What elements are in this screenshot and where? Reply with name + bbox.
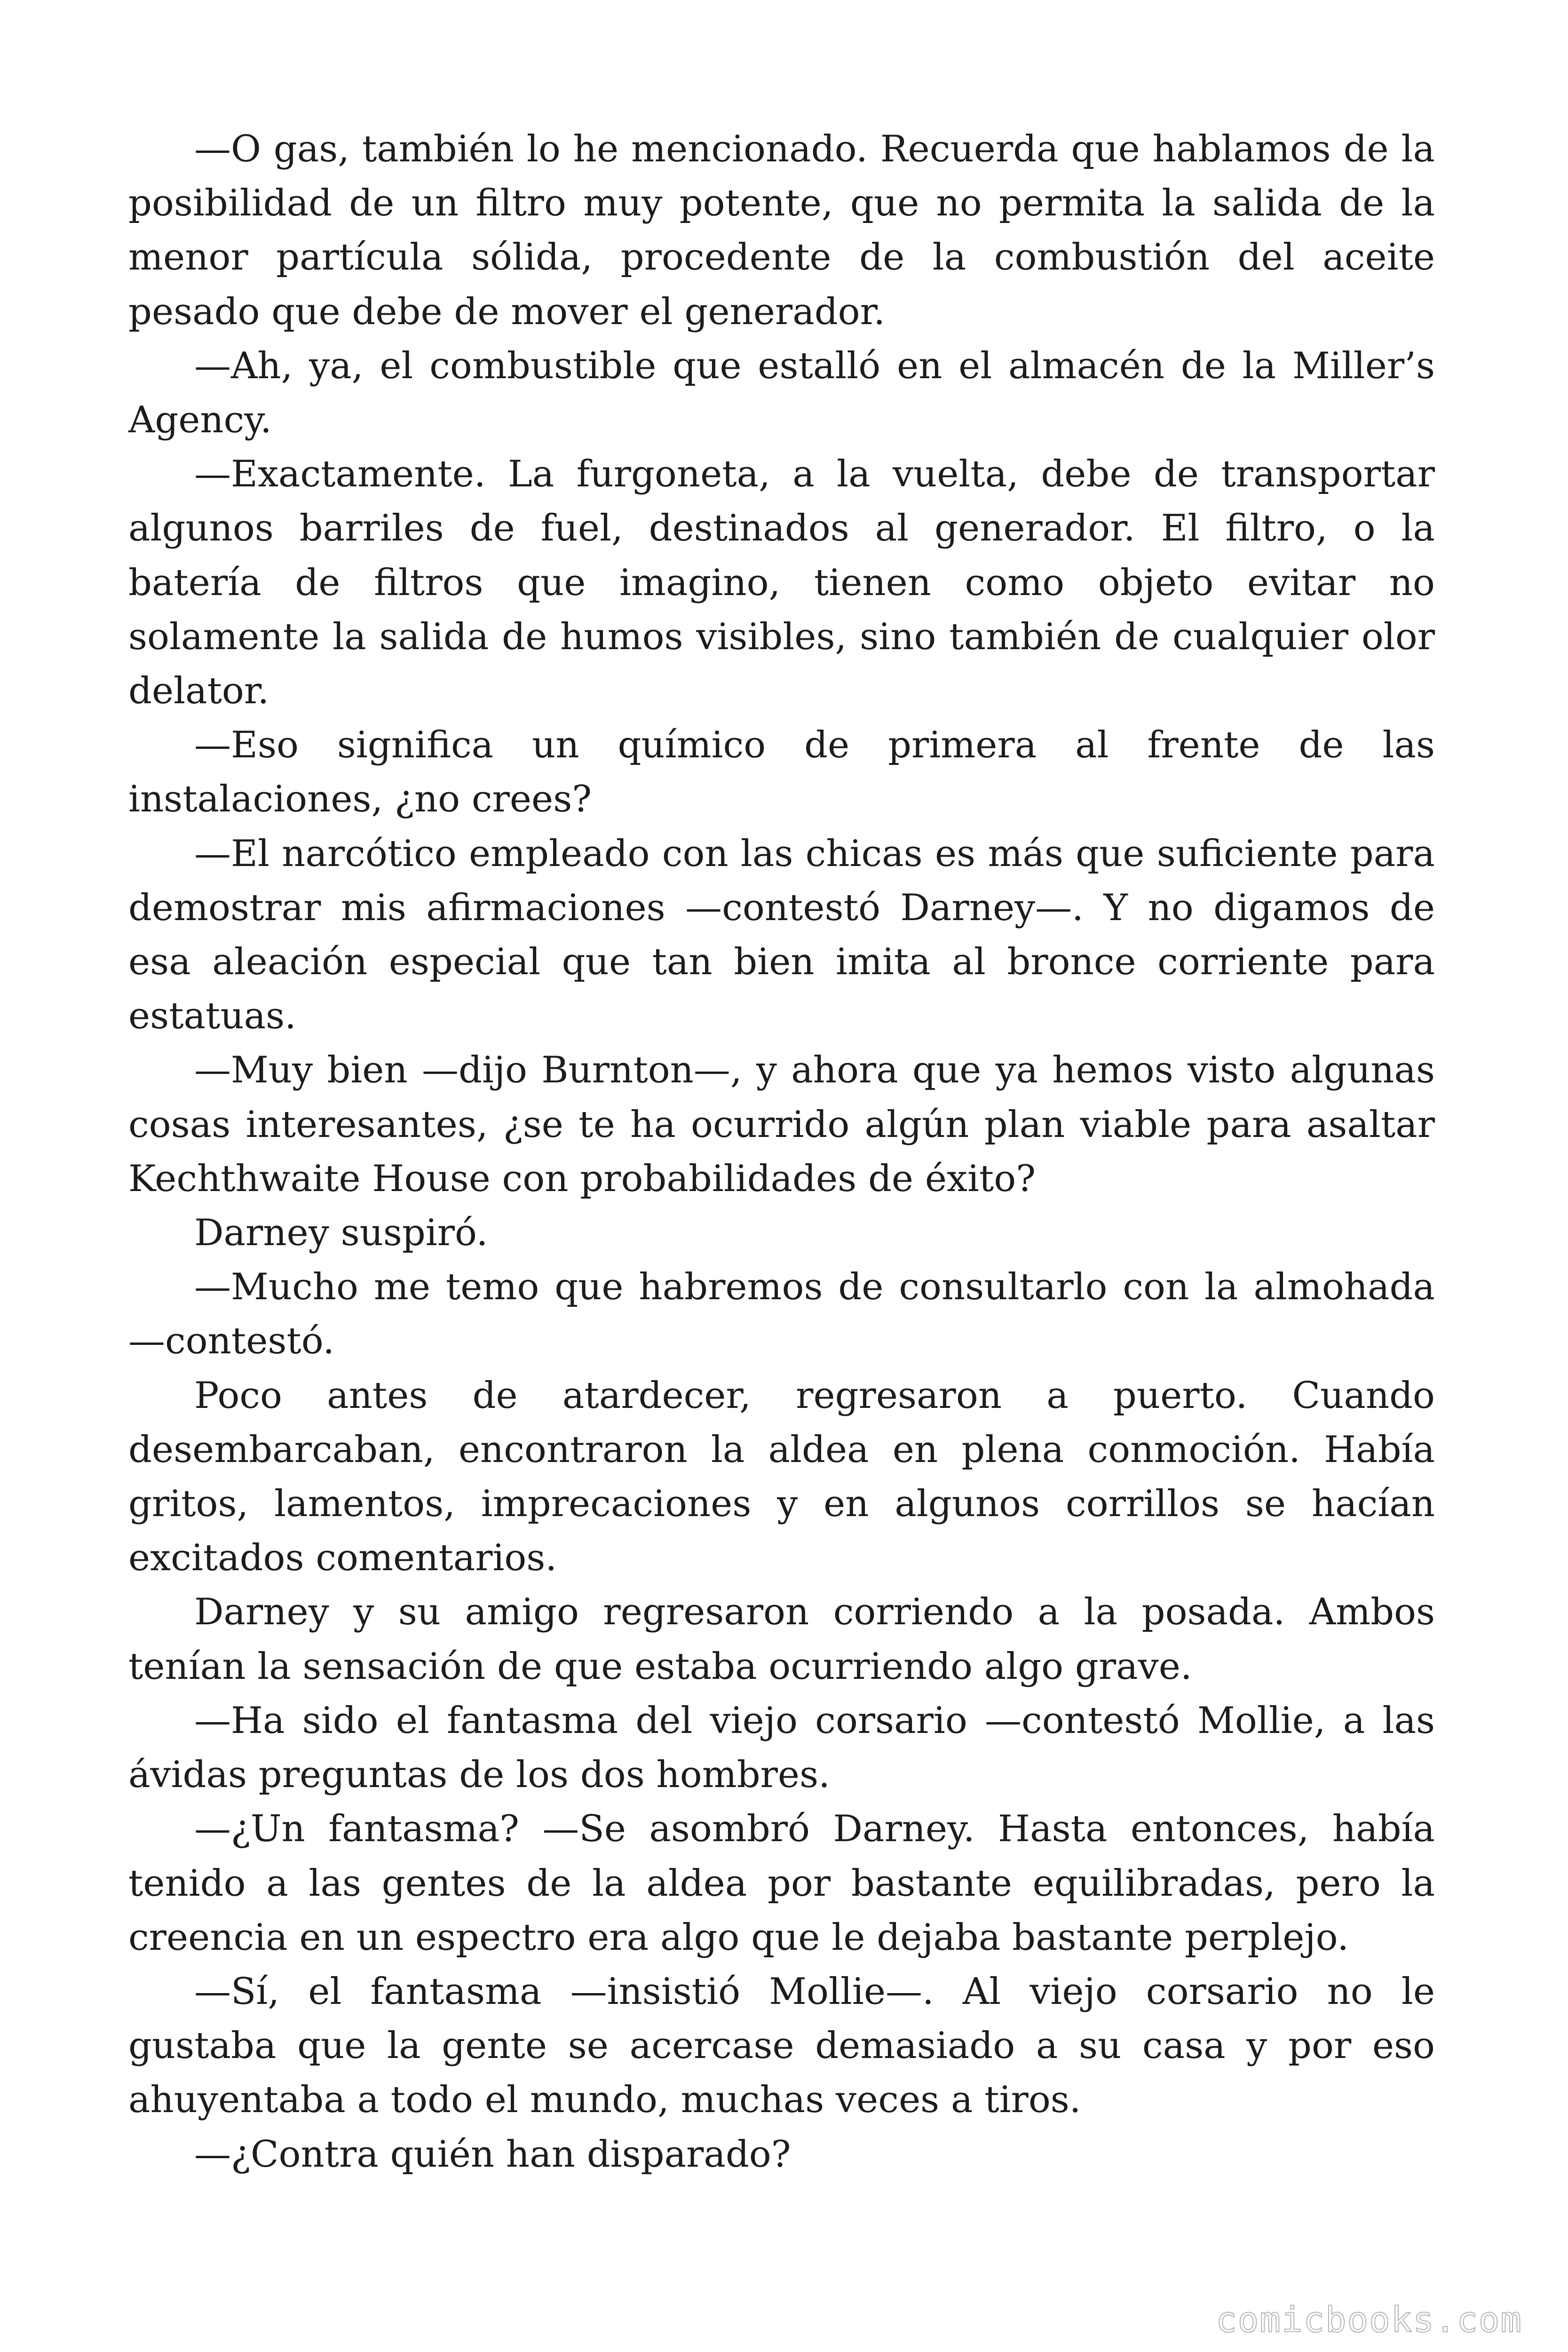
paragraph: —Eso significa un químico de primera al frente de las instalaciones, ¿no crees? bbox=[128, 724, 1435, 821]
paragraph: —O gas, también lo he mencionado. Recuerda que hablamos de la posibilidad de un filtro muy potente, que no permita la salida de la menor partícula sólida, procedente de la combustión del aceite pesado que debe de mover el generador. bbox=[128, 128, 1435, 333]
paragraph: —Ah, ya, el combustible que estalló en el almacén de la Miller’s Agency. bbox=[128, 344, 1435, 442]
paragraph: —Ha sido el fantasma del viejo corsario —contestó Mollie, a las ávidas preguntas de los dos hombres. bbox=[128, 1699, 1435, 1796]
paragraph: Darney suspiró. bbox=[194, 1212, 488, 1255]
body-text bbox=[128, 122, 1435, 2182]
paragraph: Darney y su amigo regresaron corriendo a la posada. Ambos tenían la sensación de que estaba ocurriendo algo grave. bbox=[128, 1591, 1435, 1688]
watermark: comicbooks.com bbox=[1216, 2300, 1522, 2340]
paragraph: —¿Un fantasma? —Se asombró Darney. Hasta entonces, había tenido a las gentes de la aldea por bastante equilibradas, pero la creencia en un espectro era algo que le dejaba bastante perplejo. bbox=[128, 1808, 1435, 1959]
paragraph: —El narcótico empleado con las chicas es más que suficiente para demostrar mis afirmaciones —contestó Darney—. Y no digamos de esa aleación especial que tan bien imita al bronce corriente para estatuas. bbox=[128, 832, 1435, 1038]
paragraph: —Sí, el fantasma —insistió Mollie—. Al viejo corsario no le gustaba que la gente se acercase demasiado a su casa y por eso ahuyentaba a todo el mundo, muchas veces a tiros. bbox=[128, 1970, 1435, 2122]
paragraph: —Muy bien —dijo Burnton—, y ahora que ya hemos visto algunas cosas interesantes, ¿se te ha ocurrido algún plan viable para asaltar Kechthwaite House con probabilidades de éxito? bbox=[128, 1049, 1435, 1200]
paragraph: —Mucho me temo que habremos de consultarlo con la almohada —contestó. bbox=[128, 1266, 1435, 1363]
paragraph: —¿Contra quién han disparado? bbox=[194, 2133, 791, 2176]
paragraph: Poco antes de atardecer, regresaron a puerto. Cuando desembarcaban, encontraron la aldea en plena conmoción. Había gritos, lamentos, imprecaciones y en algunos corrillos se hacían excitados comentarios. bbox=[128, 1374, 1435, 1580]
paragraph: —Exactamente. La furgoneta, a la vuelta, debe de transportar algunos barriles de fuel, destinados al generador. El filtro, o la batería de filtros que imagino, tienen como objeto evitar no solamente la salida de humos visibles, sino también de cualquier olor delator. bbox=[128, 453, 1435, 713]
